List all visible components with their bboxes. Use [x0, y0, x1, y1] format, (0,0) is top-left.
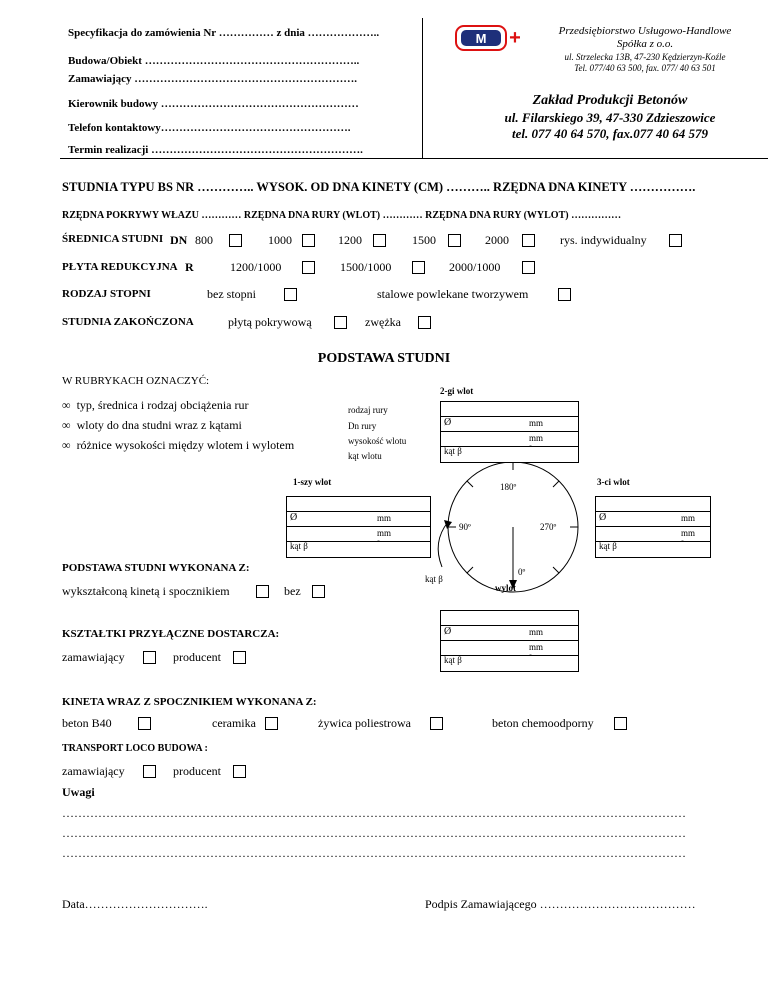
bullet-symbol: ∞ [62, 398, 71, 412]
inlet2-deg: ˚ [529, 444, 532, 454]
podstawa-title: PODSTAWA STUDNI [317, 351, 451, 366]
inlet2-angle: kąt β [444, 446, 462, 456]
deg-90: 90º [459, 522, 471, 532]
ksztaltki-opt-1: zamawiający [62, 650, 125, 664]
outlet-mm-1: mm [529, 627, 544, 637]
ceramika-checkbox[interactable] [265, 717, 278, 730]
bullet-text: różnice wysokości między wlotem i wylotem [76, 438, 295, 452]
inlet3-mm-2: mm [681, 528, 696, 538]
diagram-angle-label: kąt β [425, 574, 443, 584]
srednica-opt-indyw: rys. indywidualny [560, 233, 647, 247]
plyta-2000-checkbox[interactable] [522, 261, 535, 274]
legend-rodzaj: rodzaj rury [348, 405, 388, 415]
beton-chemoodporny-checkbox[interactable] [614, 717, 627, 730]
inlet2-label: 2-gi wlot [440, 386, 474, 396]
plyta-opt-3: 2000/1000 [449, 260, 501, 274]
inlet3-table [595, 496, 711, 558]
srednica-2000-checkbox[interactable] [522, 234, 535, 247]
srednica-opt-1000: 1000 [268, 233, 292, 247]
inlet2-phi: Ø [444, 417, 452, 428]
ksztaltki-producent-checkbox[interactable] [233, 651, 246, 664]
legend-dn: Dn rury [348, 421, 377, 431]
legend-kat: kąt wlotu [348, 451, 382, 461]
tick-45 [467, 567, 473, 573]
rodzaj-opt-2: stalowe powlekane tworzywem [377, 287, 529, 301]
inlet3-angle: kąt β [599, 541, 617, 551]
srednica-opt-1200: 1200 [338, 233, 362, 247]
outlet-deg: ˚ [529, 653, 532, 663]
bez-stopni-checkbox[interactable] [284, 288, 297, 301]
outlet-label: wylot [495, 583, 516, 593]
inlet1-mm-2: mm [377, 528, 392, 538]
zakonczona-opt-2: zwężka [365, 315, 401, 329]
zamawiajacy-field[interactable]: Zamawiający ……………………………………………………. [68, 73, 358, 85]
header-divider [422, 18, 423, 158]
inlet3-mm-1: mm [681, 513, 696, 523]
srednica-opt-2000: 2000 [485, 233, 509, 247]
kineta-opt-1: beton B40 [62, 716, 112, 730]
transport-producent-checkbox[interactable] [233, 765, 246, 778]
beton-b40-checkbox[interactable] [138, 717, 151, 730]
plant-address: ul. Filarskiego 39, 47-330 Zdzieszowice [504, 110, 716, 125]
wykonana-label: PODSTAWA STUDNI WYKONANA Z: [62, 562, 250, 574]
company-address: ul. Strzelecka 13B, 47-230 Kędzierzyn-Koźle [564, 52, 726, 62]
rodzaj-label: RODZAJ STOPNI [62, 288, 151, 300]
svg-text:+: + [509, 27, 521, 49]
zakonczona-label: STUDNIA ZAKOŃCZONA [62, 316, 194, 328]
plyta-r: R [185, 260, 194, 274]
plant-phone: tel. 077 40 64 570, fax.077 40 64 579 [511, 126, 709, 141]
inlet1-mm-1: mm [377, 513, 392, 523]
uwagi-line-2[interactable]: ………………………………………………………………………………………………………………………………………… [62, 826, 686, 840]
transport-opt-2: producent [173, 764, 221, 778]
svg-text:M: M [475, 31, 487, 46]
studnia-line[interactable]: STUDNIA TYPU BS NR ………….. WYSOK. OD DNA KINETY (CM) ……….. RZĘDNA DNA KINETY ……………. [62, 180, 696, 194]
inlet2-table [440, 401, 579, 463]
uwagi-label: Uwagi [62, 785, 95, 799]
rodzaj-opt-1: bez stopni [207, 287, 256, 301]
plyta-opt-2: 1500/1000 [340, 260, 392, 274]
srednica-1200-checkbox[interactable] [373, 234, 386, 247]
transport-opt-1: zamawiający [62, 764, 125, 778]
uwagi-line-3[interactable]: ………………………………………………………………………………………………………………………………………… [62, 846, 686, 860]
transport-label: TRANSPORT LOCO BUDOWA : [62, 743, 208, 754]
bullet-symbol: ∞ [62, 438, 71, 452]
company-logo [455, 24, 525, 52]
srednica-1500-checkbox[interactable] [448, 234, 461, 247]
ksztaltki-zamawiajacy-checkbox[interactable] [143, 651, 156, 664]
inlet2-mm-1: mm [529, 418, 544, 428]
bullet-text: wloty do dna studni wraz z kątami [76, 418, 242, 432]
zywica-checkbox[interactable] [430, 717, 443, 730]
bez-checkbox[interactable] [312, 585, 325, 598]
legend-wysokosc: wysokość wlotu [348, 436, 407, 446]
bullet-2 [62, 418, 242, 433]
inlet1-deg: ˚ [377, 539, 380, 549]
uwagi-line-1[interactable]: ………………………………………………………………………………………………………………………………………… [62, 806, 686, 820]
inlet1-label: 1-szy wlot [293, 477, 332, 487]
srednica-1000-checkbox[interactable] [302, 234, 315, 247]
company-name-line1: Przedsiębiorstwo Usługowo-Handlowe [558, 25, 732, 37]
telefon-field[interactable]: Telefon kontaktowy……………………………………………. [68, 122, 351, 134]
kierownik-field[interactable]: Kierownik budowy ……………………………………………… [68, 98, 359, 110]
tick-315 [553, 567, 559, 573]
srednica-800-checkbox[interactable] [229, 234, 242, 247]
company-phone: Tel. 077/40 63 500, fax. 077/ 40 63 501 [574, 63, 716, 73]
deg-270: 270º [540, 522, 557, 532]
company-name-line2: Spółka z o.o. [616, 38, 674, 50]
inlet3-label: 3-ci wlot [597, 477, 630, 487]
kineta-opt-3: żywica poliestrowa [318, 716, 411, 730]
wykonana-opt-1: wykształconą kinetą i spocznikiem [62, 584, 230, 598]
header-bottom-rule [60, 158, 768, 159]
spec-field[interactable]: Specyfikacja do zamówienia Nr …………… z dnia ……………….. [68, 27, 380, 39]
ksztaltki-label: KSZTAŁTKI PRZYŁĄCZNE DOSTARCZA: [62, 628, 280, 640]
deg-0: 0º [518, 567, 526, 577]
transport-zamawiajacy-checkbox[interactable] [143, 765, 156, 778]
zakonczona-opt-1: płytą pokrywową [228, 315, 312, 329]
outlet-phi: Ø [444, 626, 452, 637]
kineta-opt-4: beton chemoodporny [492, 716, 594, 730]
inlet3-phi: Ø [599, 512, 607, 523]
inlet3-deg: ˚ [681, 539, 684, 549]
stalowe-checkbox[interactable] [558, 288, 571, 301]
plyta-pokrywowa-checkbox[interactable] [334, 316, 347, 329]
inlet1-phi: Ø [290, 512, 298, 523]
data-field[interactable]: Data…………………………. [62, 897, 208, 911]
bullet-text: typ, średnica i rodzaj obciążenia rur [76, 398, 249, 412]
instr-title: W RUBRYKACH OZNACZYĆ: [62, 375, 210, 387]
plant-name: Zakład Produkcji Betonów [532, 93, 688, 108]
plyta-label: PŁYTA REDUKCYJNA [62, 261, 178, 273]
plyta-1500-checkbox[interactable] [412, 261, 425, 274]
podpis-field[interactable]: Podpis Zamawiającego ………………………………… [425, 897, 696, 911]
bullet-3 [62, 438, 294, 453]
zwezka-checkbox[interactable] [418, 316, 431, 329]
bullet-symbol: ∞ [62, 418, 71, 432]
tick-135 [467, 481, 473, 487]
kineta-label: KINETA WRAZ Z SPOCZNIKIEM WYKONANA Z: [62, 696, 317, 708]
kineta-spocznik-checkbox[interactable] [256, 585, 269, 598]
inlet1-table [286, 496, 431, 558]
outlet-angle: kąt β [444, 655, 462, 665]
plyta-1200-checkbox[interactable] [302, 261, 315, 274]
outlet-mm-2: mm [529, 642, 544, 652]
ksztaltki-opt-2: producent [173, 650, 221, 664]
kineta-opt-2: ceramika [212, 716, 256, 730]
srednica-dn: DN [170, 233, 188, 247]
angle-arc [438, 522, 448, 567]
srednica-opt-1500: 1500 [412, 233, 436, 247]
plyta-opt-1: 1200/1000 [230, 260, 282, 274]
tick-225 [553, 481, 559, 487]
budowa-field[interactable]: Budowa/Obiekt ………………………………………………….. [68, 55, 360, 67]
outlet-table [440, 610, 579, 672]
termin-field[interactable]: Termin realizacji …………………………………………………. [68, 144, 363, 156]
rzedna-line[interactable]: RZĘDNA POKRYWY WŁAZU ………… RZĘDNA DNA RURY (WLOT) ………… RZĘDNA DNA RURY (WYLOT) …………… [62, 210, 622, 221]
inlet2-mm-2: mm [529, 433, 544, 443]
wykonana-opt-2: bez [284, 584, 301, 598]
srednica-label: ŚREDNICA STUDNI [62, 233, 164, 245]
srednica-indywidualny-checkbox[interactable] [669, 234, 682, 247]
srednica-opt-800: 800 [195, 233, 213, 247]
deg-180: 180º [500, 482, 517, 492]
inlet1-angle: kąt β [290, 541, 308, 551]
bullet-1 [62, 398, 248, 413]
